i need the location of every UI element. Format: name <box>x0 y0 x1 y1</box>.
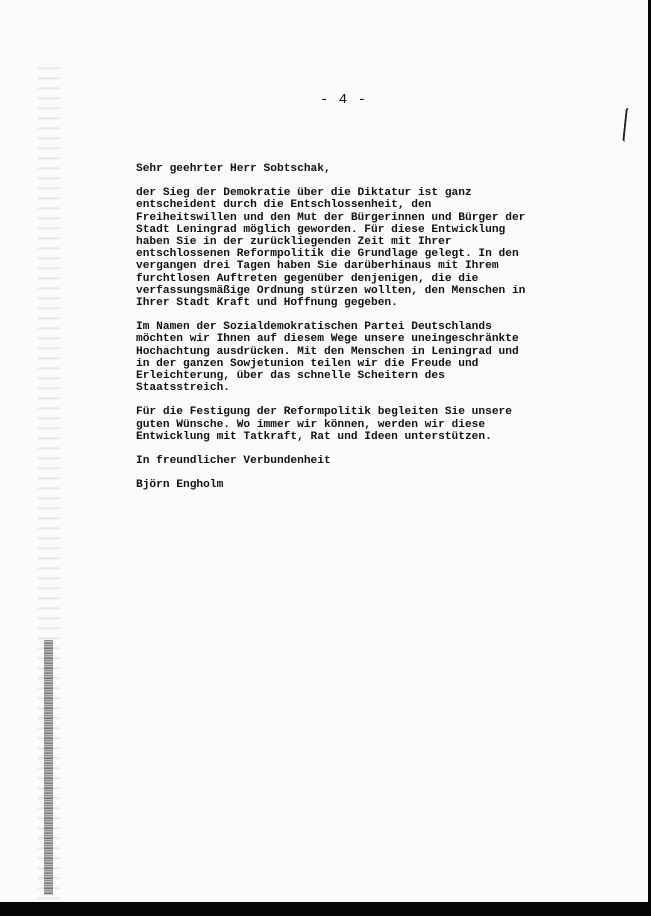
paragraph-1 <box>136 187 556 309</box>
text-line: verfassungsmäßige Ordnung stürzen wollten, den Menschen in <box>136 284 526 297</box>
scan-mark-right <box>622 108 634 143</box>
text-line: Ihrer Stadt Kraft und Hoffnung gegeben. <box>136 297 398 310</box>
text-line: möchten wir Ihnen auf diesem Wege unsere uneingeschränkte <box>136 333 519 346</box>
scan-border-bottom <box>0 902 651 916</box>
text-line: Im Namen der Sozialdemokratischen Partei Deutschlands <box>136 321 492 334</box>
salutation: Sehr geehrter Herr Sobtschak, <box>136 163 331 175</box>
text-line: der Sieg der Demokratie über die Diktatur ist ganz <box>136 187 472 200</box>
text-line: haben Sie in der zurückliegenden Zeit mit Ihrer <box>136 236 452 249</box>
text-line: Freiheitswillen und den Mut der Bürgerinnen und Bürger der <box>136 211 526 224</box>
letter-body <box>136 163 556 491</box>
text-line: Erleichterung, über das schnelle Scheitern des <box>136 370 445 383</box>
paragraph-2 <box>136 321 556 394</box>
closing: In freundlicher Verbundenheit <box>136 455 331 468</box>
text-line: Für die Festigung der Reformpolitik begleiten Sie unsere <box>136 406 512 419</box>
text-line: in der ganzen Sowjetunion teilen wir die Freude und <box>136 357 479 370</box>
text-line: entschlossenen Reformpolitik die Grundlage gelegt. In den <box>136 248 519 261</box>
text-line: Staatsstreich. <box>136 382 230 395</box>
text-line: Stadt Leningrad möglich geworden. Für diese Entwicklung <box>136 223 506 236</box>
text-line: guten Wünsche. Wo immer wir können, werden wir diese <box>136 418 486 431</box>
scan-edge-artifact-dark <box>44 640 53 895</box>
text-line: furchtlosen Auftreten gegenüber denjenigen, die die <box>136 272 479 285</box>
page-number: - 4 - <box>320 92 368 108</box>
signature: Björn Engholm <box>136 479 224 492</box>
text-line: Entwicklung mit Tatkraft, Rat und Ideen unterstützen. <box>136 430 492 443</box>
text-line: Hochachtung ausdrücken. Mit den Menschen in Leningrad und <box>136 345 519 358</box>
text-line: vergangen drei Tagen haben Sie darüberhinaus mit Ihrem <box>136 260 499 273</box>
text-line: entscheident durch die Entschlossenheit, den <box>136 199 432 212</box>
paragraph-3 <box>136 406 556 443</box>
